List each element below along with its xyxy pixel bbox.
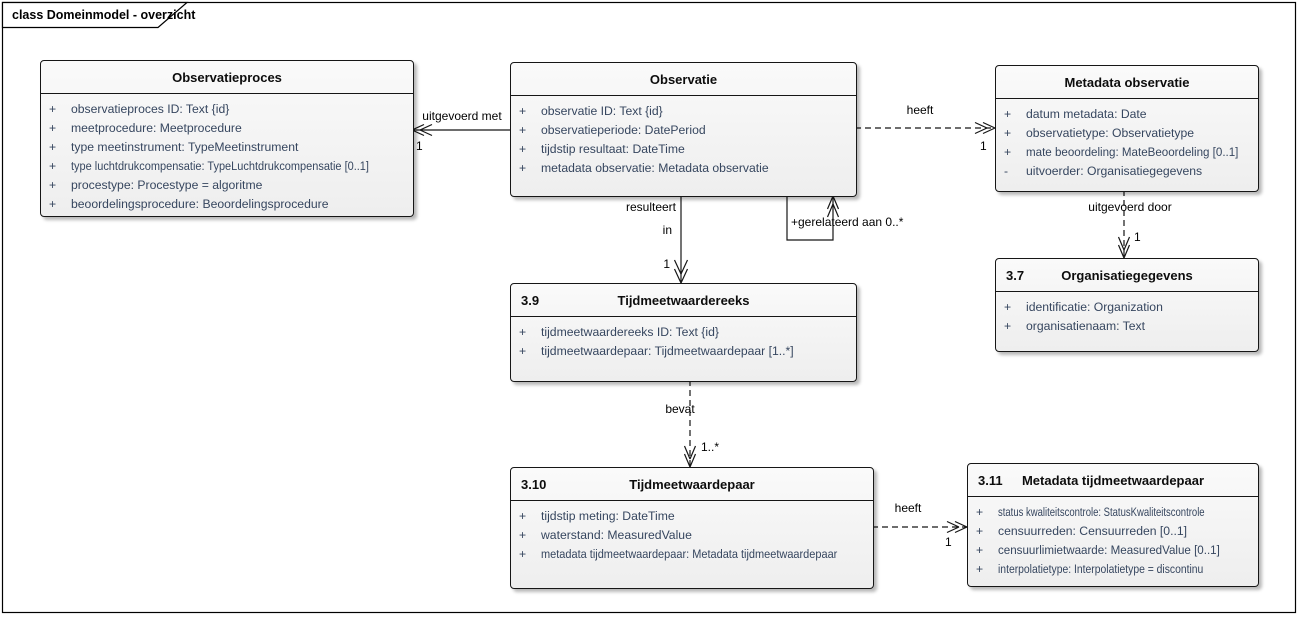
visibility-marker: + [1004,107,1012,121]
attribute-row [1004,124,1250,143]
attribute-text: beoordelingsprocedure: Beoordelingsprocedure [71,197,329,211]
attribute-text: datum metadata: Date [1026,107,1147,121]
visibility-marker: + [519,142,527,156]
visibility-marker: + [519,528,527,542]
class-title [511,63,856,96]
class-tijdmeetwaardepaar[interactable] [510,467,874,589]
multiplicity-bevat: 1..* [701,440,720,454]
attribute-row [1004,317,1250,336]
attribute-text: type meetinstrument: TypeMeetinstrument [71,140,299,154]
attribute-text: tijdstip resultaat: DateTime [541,142,685,156]
attribute-compartment [511,96,856,178]
attribute-row [976,503,1250,522]
attribute-row [519,159,848,178]
visibility-marker: + [1004,319,1012,333]
multiplicity-uitgevoerd-met: 1 [416,139,423,153]
attribute-row [1004,143,1250,162]
attribute-compartment [996,292,1258,336]
class-title-label: Observatie [649,71,718,87]
relation-label-resulteert: resulteert [625,200,676,214]
attribute-text: censuurreden: Censuurreden [0..1] [998,524,1188,538]
visibility-marker: + [519,509,527,523]
attribute-row [519,323,848,342]
visibility-marker: + [1004,126,1012,140]
class-title [511,284,856,317]
dependency-bevat[interactable] [685,380,696,467]
visibility-marker: + [519,161,527,175]
relation-label-gerelateerd-aan: +gerelateerd aan 0..* [791,215,904,229]
visibility-marker: + [519,344,527,358]
class-title [511,468,873,501]
attribute-text: observatieproces ID: Text {id} [71,102,230,116]
class-title-label: Organisatiegegevens [1061,267,1193,283]
attribute-compartment [41,94,413,214]
relation-label-heeft-paar: heeft [894,501,922,515]
attribute-row [519,140,848,159]
attribute-text: waterstand: MeasuredValue [541,528,692,542]
class-title-label: Metadata observatie [1064,74,1190,90]
visibility-marker: + [519,547,527,561]
attribute-text: interpolatietype: Interpolatietype = discontinu [998,562,1204,576]
attribute-text: metadata tijdmeetwaardepaar: Metadata tijdmeetwaardepaar [541,547,838,561]
visibility-marker: + [976,543,984,557]
multiplicity-heeft-metadata: 1 [980,139,987,153]
attribute-row [49,157,405,176]
visibility-marker: + [519,123,527,137]
attribute-text: tijdstip meting: DateTime [541,509,675,523]
attribute-row [519,545,865,564]
attribute-compartment [968,497,1258,579]
visibility-marker: + [976,505,984,519]
attribute-text: observatieperiode: DatePeriod [541,123,706,137]
visibility-marker: + [976,562,984,576]
class-title-label: Observatieproces [172,69,282,85]
attribute-row [519,526,865,545]
multiplicity-resulteert-in: 1 [663,257,670,271]
visibility-marker: + [49,140,57,154]
dependency-heeft-metadata-observatie[interactable] [855,123,995,134]
class-title-label: Tijdmeetwaardereeks [617,292,750,308]
class-number: 3.9 [521,292,540,308]
attribute-row [1004,105,1250,124]
attribute-compartment [511,317,856,361]
class-observatieproces[interactable] [40,60,414,217]
relation-label-uitgevoerd-door: uitgevoerd door [1088,200,1172,214]
visibility-marker: + [976,524,984,538]
attribute-row [519,121,848,140]
attribute-row [1004,298,1250,317]
visibility-marker: + [1004,145,1012,159]
class-organisatiegegevens[interactable] [995,258,1259,352]
class-number: 3.11 [978,472,1003,488]
association-resulteert-in[interactable] [675,195,688,283]
attribute-row [49,195,405,214]
visibility-marker: + [519,325,527,339]
class-title [968,464,1258,497]
visibility-marker: + [49,178,57,192]
attribute-row [519,102,848,121]
class-title-label: Metadata tijdmeetwaardepaar [1021,472,1205,488]
attribute-row [976,522,1250,541]
attribute-text: mate beoordeling: MateBeoordeling [0..1] [1026,145,1239,159]
attribute-row [1004,162,1250,181]
attribute-text: censuurlimietwaarde: MeasuredValue [0..1] [998,543,1220,557]
frame-title: class Domeinmodel - overzicht [12,8,196,22]
attribute-text: procestype: Procestype = algoritme [71,178,263,192]
attribute-row [976,560,1250,579]
class-title-label: Tijdmeetwaardepaar [629,476,755,492]
attribute-row [49,100,405,119]
relation-label-resulteert-in: in [662,223,672,237]
visibility-marker: + [49,121,57,135]
attribute-text: uitvoerder: Organisatiegegevens [1026,164,1203,178]
class-title [996,259,1258,292]
attribute-row [519,342,848,361]
multiplicity-heeft-paar: 1 [945,535,952,549]
visibility-marker: + [49,159,57,173]
attribute-compartment [996,99,1258,181]
relation-label-uitgevoerd-met: uitgevoerd met [422,109,502,123]
class-title [996,66,1258,99]
attribute-row [49,176,405,195]
attribute-text: organisatienaam: Text [1026,319,1146,333]
attribute-text: observatietype: Observatietype [1026,126,1195,140]
attribute-text: metadata observatie: Metadata observatie [541,161,769,175]
attribute-text: tijdmeetwaardereeks ID: Text {id} [541,325,719,339]
class-tijdmeetwaardereeks[interactable] [510,283,857,382]
attribute-compartment [511,501,873,564]
dependency-heeft-metadata-paar[interactable] [872,522,967,533]
attribute-text: observatie ID: Text {id} [541,104,663,118]
class-number: 3.7 [1006,267,1025,283]
multiplicity-uitgevoerd-door: 1 [1134,230,1141,244]
visibility-marker: - [1004,164,1009,178]
class-metadata-tijdmeetwaardepaar[interactable] [967,463,1259,587]
visibility-marker: + [49,197,57,211]
attribute-row [49,138,405,157]
association-uitgevoerd-met[interactable] [412,125,510,136]
attribute-text: type luchtdrukcompensatie: TypeLuchtdrukcompensatie [0..1] [71,159,369,173]
relation-label-heeft-metadata: heeft [906,103,934,117]
class-title [41,61,413,94]
attribute-text: meetprocedure: Meetprocedure [71,121,242,135]
visibility-marker: + [49,102,57,116]
attribute-text: tijdmeetwaardepaar: Tijdmeetwaardepaar [1..*] [541,344,794,358]
attribute-text: status kwaliteitscontrole: StatusKwaliteitscontrole [998,505,1205,519]
relation-label-bevat: bevat [665,402,695,416]
attribute-row [49,119,405,138]
visibility-marker: + [1004,300,1012,314]
attribute-row [976,541,1250,560]
class-number: 3.10 [521,476,547,492]
class-observatie[interactable] [510,62,857,197]
visibility-marker: + [519,104,527,118]
class-metadata-observatie[interactable] [995,65,1259,192]
attribute-text: identificatie: Organization [1026,300,1163,314]
attribute-row [519,507,865,526]
